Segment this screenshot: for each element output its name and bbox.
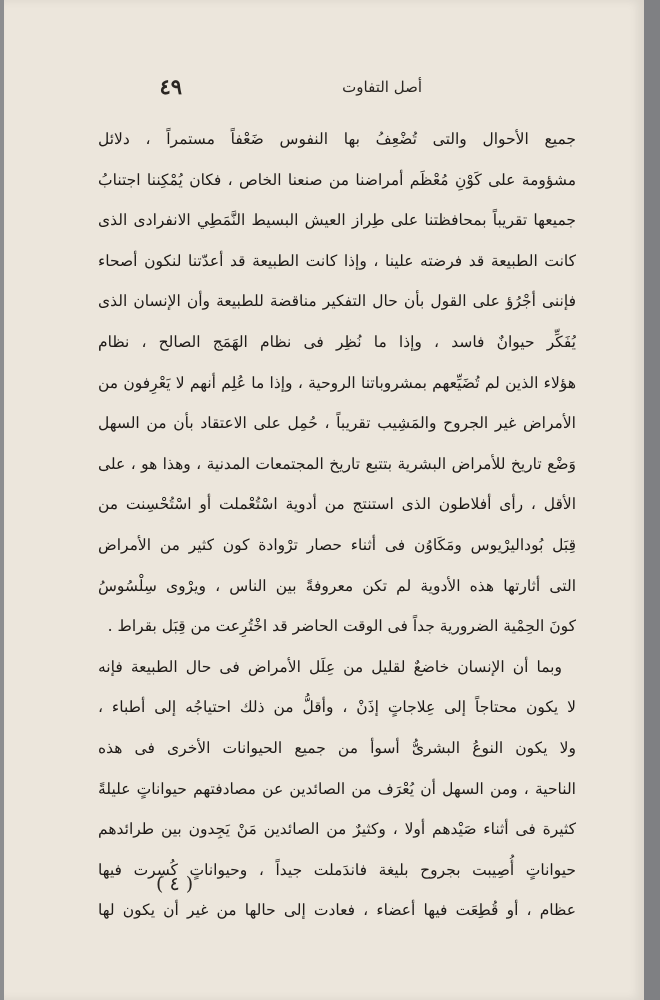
text-line: التى أثارتها هذه الأدوية لم تكن معروفةً بين الناس ، ويرْوى سِلْسُوسُ <box>98 576 576 595</box>
page-header <box>92 74 572 102</box>
text-line: هؤلاء الذين لم تُضَيِّعهم بمشروباتنا الروحية ، وإذا ما عُلِم أنهم لا يَعْرِفون من <box>98 373 576 392</box>
text-line: مشؤومة على كَوْنِ مُعْظَم أمراضنا من صنعنا الخاص ، فكان يُمْكِننا اجتنابُ <box>98 170 576 189</box>
page-number: ٤٩ <box>159 74 182 99</box>
text-line: وبما أن الإنسان خاضعٌ لقليل من عِلَل الأمراض فى حال الطبيعة فإنه <box>98 657 562 676</box>
text-line: الأمراض غير الجروح والمَشِيب تقريباً ، حُمِل على الاعتقاد بأن من السهل <box>98 414 576 433</box>
text-line: الأقل ، رأى أفلاطون الذى استنتج من أدوية اسْتُعْملت أو اسْتُحْسِنت من <box>98 495 576 514</box>
text-line: وَضْع تاريخ للأمراض البشرية بتتبع تاريخ المجتمعات المدنية ، وهذا هو ، على <box>98 454 576 473</box>
text-line: عظام ، أو قُطِعَت فيها أعضاء ، فعادت إلى حالها من غير أن يكون لها <box>98 901 576 920</box>
running-title: أصل التفاوت <box>342 78 422 96</box>
book-page <box>4 0 644 1000</box>
text-line: كانت الطبيعة قد فرضته علينا ، وإذا كانت الطبيعة قد أعدّتنا لنكون أصحاء <box>98 251 576 270</box>
signature-mark: ( ٤ ) <box>156 873 194 895</box>
text-line: حيواناتٍ أُصِيبت بجروح بليغة فاندَملت جيداً ، وحيواناتٍ كُسِرت فيها <box>98 860 576 879</box>
text-line: كثيرة فى أثناء صَيْدهم أولا ، وكثيرٌ من الصائدين مَنْ يَجِدون بين طرائدهم <box>98 820 576 839</box>
text-line: جميعها تقريباً بمحافظتنا على طِراز العيش البسيط النَّمَطِي الانفرادى الذى <box>98 211 576 230</box>
body-text <box>98 119 576 931</box>
text-line: الناحية ، ومن السهل أن يُعْرَف من الصائدين عن مصادفتهم حيواناتٍ عليلةً <box>98 779 576 798</box>
page-edge <box>644 0 660 1000</box>
text-line: كونَ الحِمْية الضرورية جداً فى الوقت الحاضر قد اخْتُرِعت من قِبَل بقراط . <box>107 617 576 636</box>
text-line: لا يكون محتاجاً إلى عِلاجاتٍ إذَنْ ، وأقلُّ من ذلك احتياجُه إلى أطباء ، <box>98 698 576 717</box>
text-line: فإننى أجْرُؤ على القول بأن حال التفكير مناقضة للطبيعة وأن الإنسان الذى <box>98 292 576 311</box>
text-line: جميع الأحوال والتى تُضْعِفُ بها النفوس ضَعْفاً مستمراً ، دلائل <box>98 130 576 148</box>
text-line: ولا يكون النوعُ البشرىُّ أسوأ من جميع الحيوانات الأخرى فى هذه <box>98 738 576 757</box>
text-line: قِبَل بُوداليرْيوس ومَكَاوُن فى أثناء حصار ترْوادة كون كثير من الأمراض <box>98 535 576 554</box>
text-line: يُفَكِّر حيوانٌ فاسد ، وإذا ما نُظِر فى نظام الهَمَج الصالح ، نظام <box>98 332 576 351</box>
